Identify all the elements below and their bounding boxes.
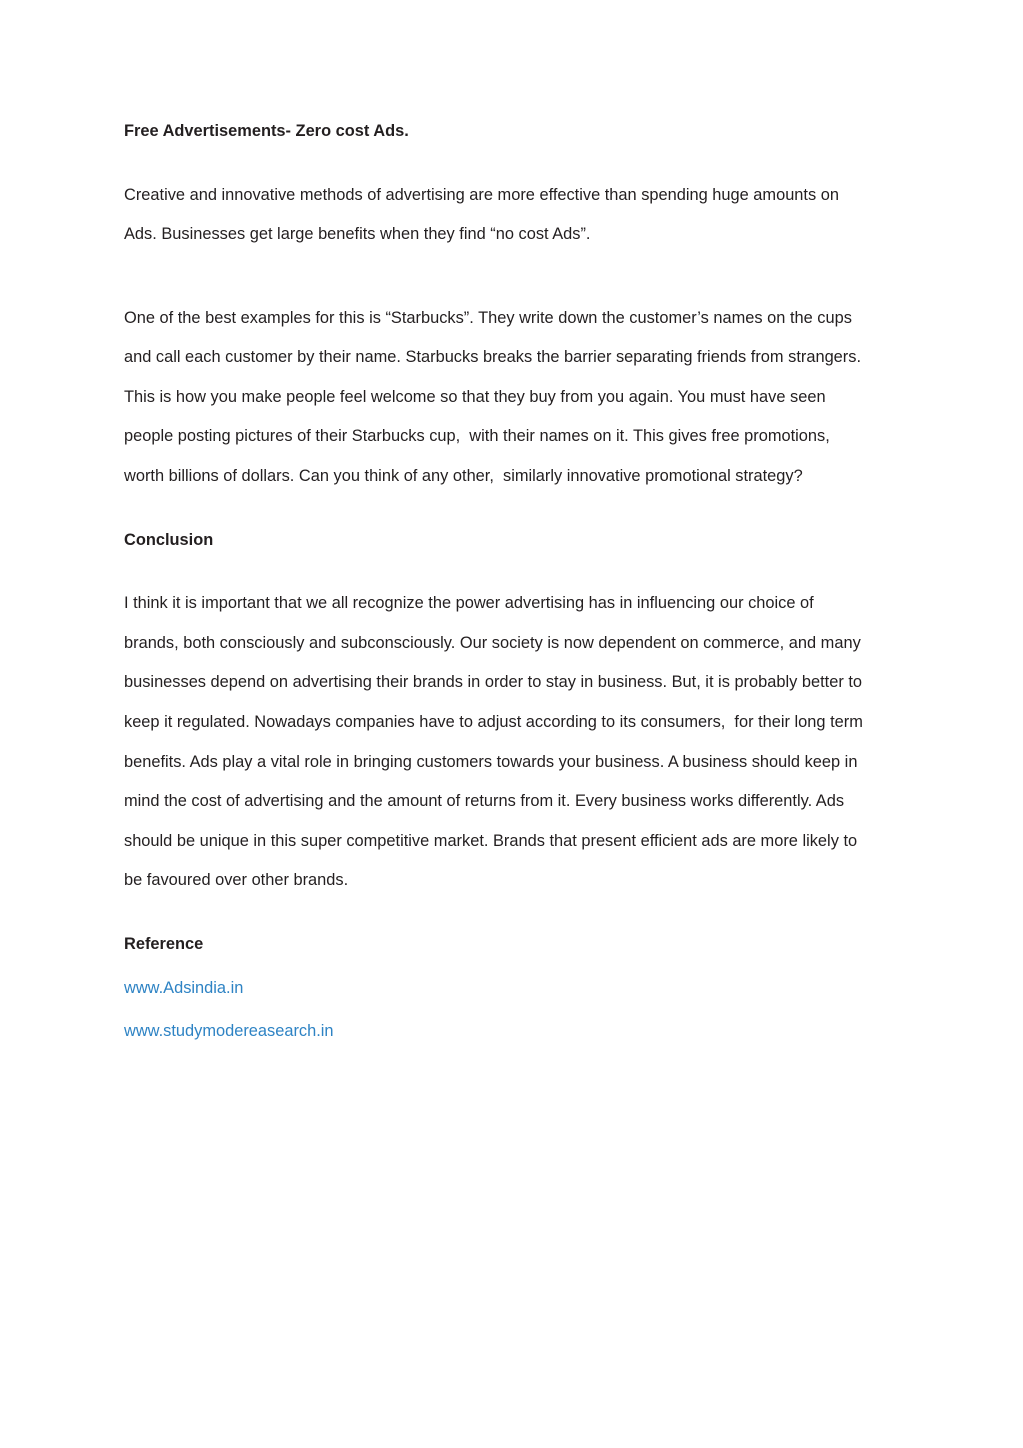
paragraph-line: worth billions of dollars. Can you think of any other, similarly innovative promotional strategy? xyxy=(124,466,803,485)
paragraph-line: and call each customer by their name. Starbucks breaks the barrier separating friends from strangers. xyxy=(124,348,862,367)
paragraph-line: keep it regulated. Nowadays companies have to adjust according to its consumers, for their long term xyxy=(124,712,863,731)
conclusion-heading: Conclusion xyxy=(124,530,214,549)
paragraph-line: Creative and innovative methods of advertising are more effective than spending huge amounts on xyxy=(124,185,839,204)
paragraph-line: should be unique in this super competitive market. Brands that present efficient ads are more likely to xyxy=(124,831,858,850)
paragraph-line: brands, both consciously and subconsciously. Our society is now dependent on commerce, and many xyxy=(124,633,861,652)
paragraph-line: mind the cost of advertising and the amount of returns from it. Every business works differently. Ads xyxy=(124,792,845,811)
paragraph-line: Ads. Businesses get large benefits when they find “no cost Ads”. xyxy=(124,225,591,244)
conclusion-paragraph xyxy=(124,574,909,911)
paragraph-line: I think it is important that we all recognize the power advertising has in influencing our choice of xyxy=(124,594,814,613)
reference-heading: Reference xyxy=(124,934,204,953)
page-title: Free Advertisements- Zero cost Ads. xyxy=(124,122,409,140)
reference-link-studymode[interactable]: www.studymodereasearch.in xyxy=(124,1022,334,1041)
paragraph-line: One of the best examples for this is “Starbucks”. They write down the customer’s names on the cups xyxy=(124,308,852,327)
paragraph-line: This is how you make people feel welcome so that they buy from you again. You must have seen xyxy=(124,387,826,406)
paragraph-line: people posting pictures of their Starbucks cup, with their names on it. This gives free promotions, xyxy=(124,427,830,446)
paragraph-line: businesses depend on advertising their brands in order to stay in business. But, it is probably better to xyxy=(124,673,863,692)
starbucks-paragraph xyxy=(124,289,909,507)
reference-link-adsindia[interactable]: www.Adsindia.in xyxy=(124,978,244,997)
intro-paragraph xyxy=(124,166,909,265)
document-body xyxy=(124,122,909,1066)
paragraph-line: be favoured over other brands. xyxy=(124,871,349,890)
paragraph-line: benefits. Ads play a vital role in bringing customers towards your business. A business should keep in xyxy=(124,752,858,771)
